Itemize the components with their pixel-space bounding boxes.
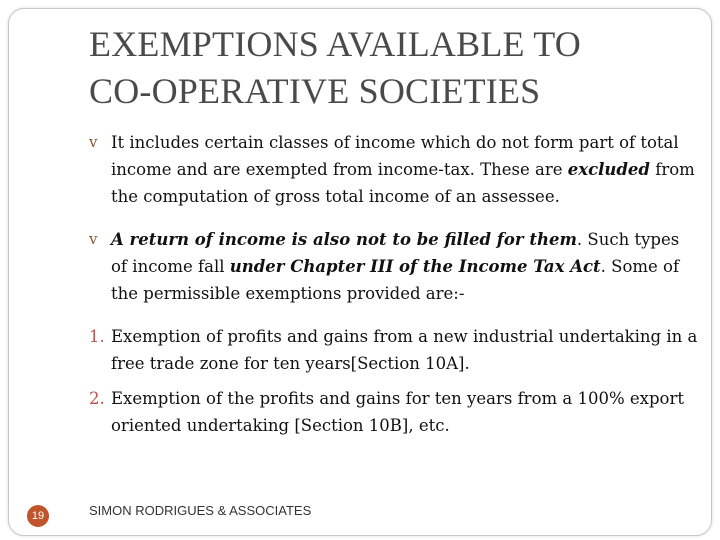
bullet-emphasis: under Chapter III of the Income Tax Act [229, 257, 601, 276]
bullet-emphasis: A return of income is also not to be filled for them [111, 230, 577, 249]
slide-content [89, 129, 699, 447]
slide-number-badge: 19 [27, 505, 49, 527]
item-text: Exemption of profits and gains from a new industrial undertaking in a free trade zone for ten years[Section 10A]. [111, 327, 698, 373]
bullet-text-end: . Some of the permissible exemptions provided are:- [111, 257, 680, 303]
slide-title [89, 21, 699, 115]
checkmark-bullet-icon: v [89, 133, 98, 151]
bullet-text: . Such types of income fall [111, 230, 680, 276]
item-text: Exemption of the profits and gains for ten years from a 100% export oriented undertaking [Section 10B], etc. [111, 389, 684, 435]
slide-frame [8, 8, 712, 536]
item-number: 1. [89, 327, 105, 346]
bullet-item [89, 129, 699, 210]
numbered-item [89, 385, 699, 439]
footer-firm-name: SIMON RODRIGUES & ASSOCIATES [89, 503, 312, 518]
title-line-1: EXEMPTIONS AVAILABLE TO [89, 24, 581, 64]
bullet-text: It includes certain classes of income which do not form part of total income and are exempted from income-tax. These are [111, 133, 679, 179]
numbered-item [89, 323, 699, 377]
title-line-2: CO-OPERATIVE SOCIETIES [89, 71, 541, 111]
bullet-text-end: from the computation of gross total income of an assessee. [111, 160, 695, 206]
bullet-emphasis: excluded [567, 160, 650, 179]
item-number: 2. [89, 389, 105, 408]
checkmark-bullet-icon: v [89, 230, 98, 248]
bullet-item [89, 226, 699, 307]
